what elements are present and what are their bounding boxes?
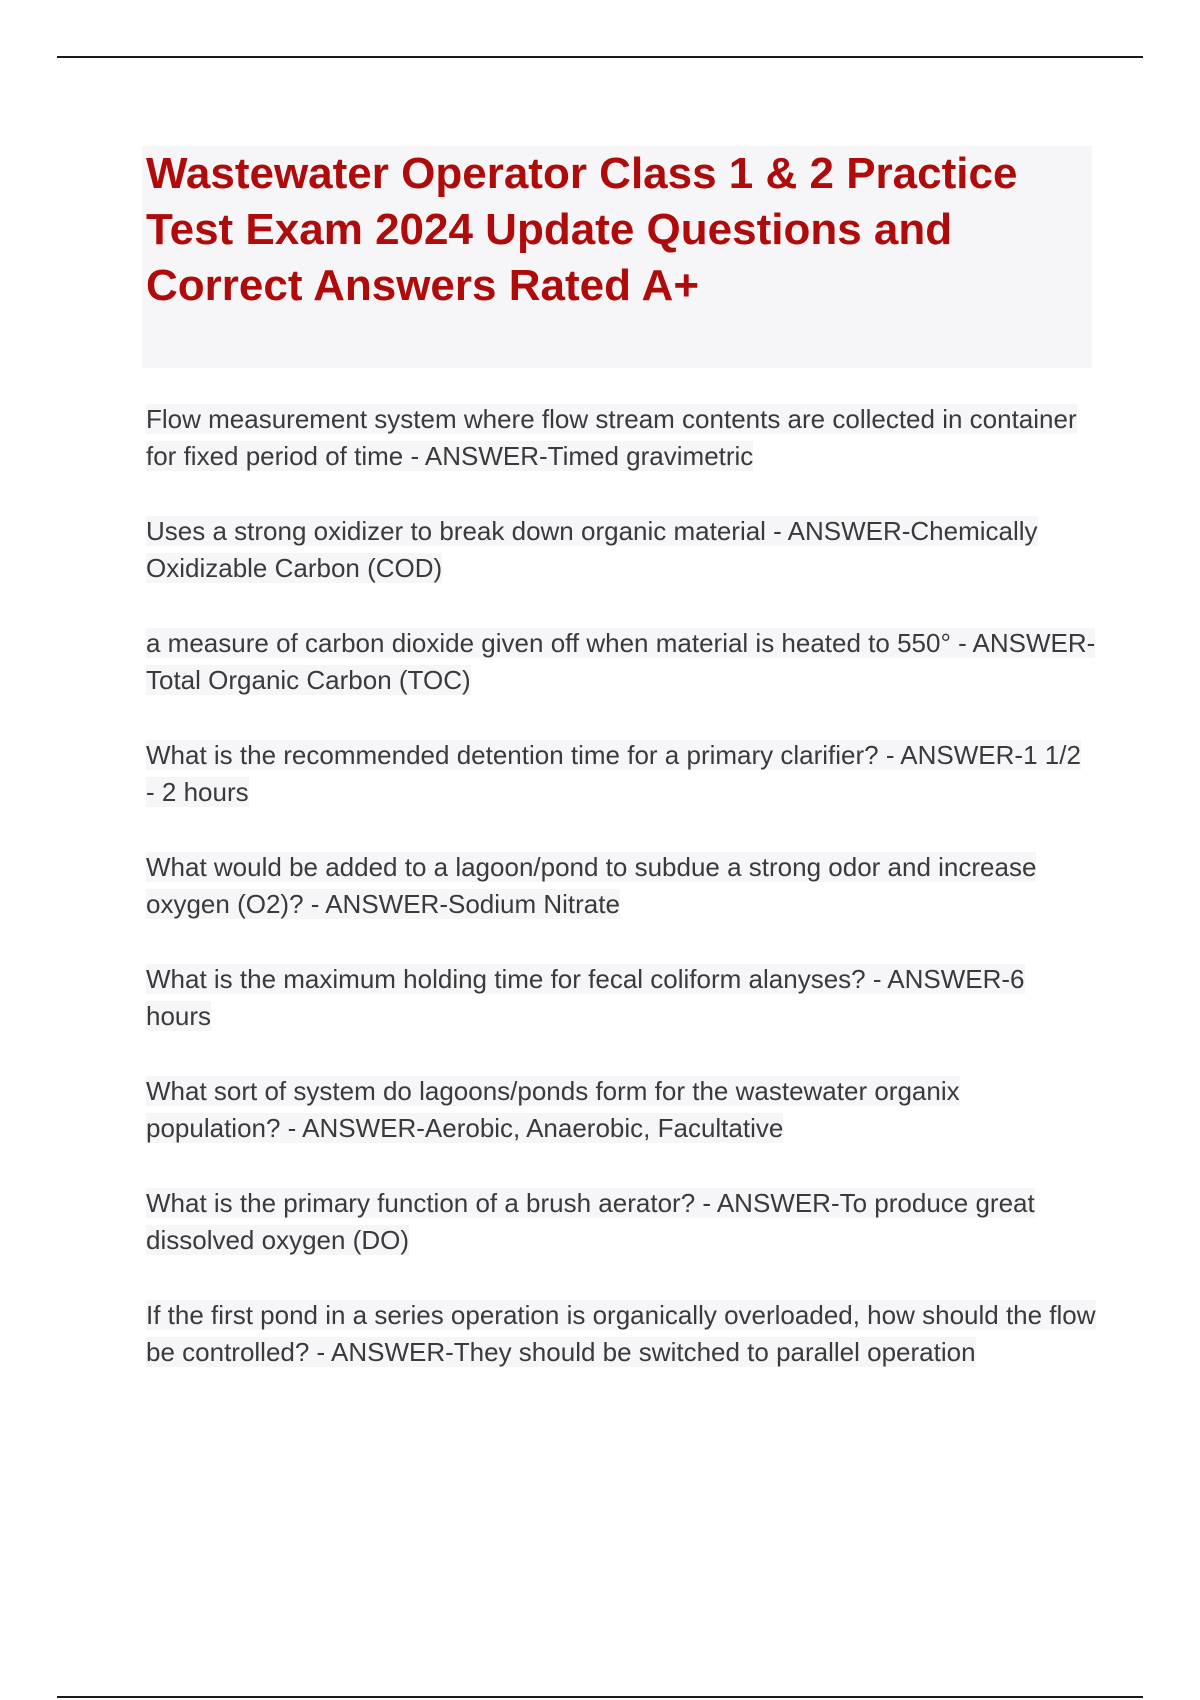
qa-item-text: Uses a strong oxidizer to break down organic material - ANSWER-Chemically Oxidizable Carbon (COD) xyxy=(146,516,1038,583)
qa-item xyxy=(146,625,1096,699)
document-title: Wastewater Operator Class 1 & 2 Practice Test Exam 2024 Update Questions and Correct Answers Rated A+ xyxy=(146,149,1018,310)
qa-item-text: a measure of carbon dioxide given off when material is heated to 550° - ANSWER-Total Organic Carbon (TOC) xyxy=(146,628,1096,695)
qa-item-text: What sort of system do lagoons/ponds form for the wastewater organix population? - ANSWER-Aerobic, Anaerobic, Facultative xyxy=(146,1076,960,1143)
qa-item-text: Flow measurement system where flow stream contents are collected in container for fixed period of time - ANSWER-Timed gravimetric xyxy=(146,404,1077,471)
qa-item-text: What is the primary function of a brush aerator? - ANSWER-To produce great dissolved oxygen (DO) xyxy=(146,1188,1035,1255)
qa-item xyxy=(146,513,1096,587)
qa-item xyxy=(146,737,1096,811)
qa-item-text: What is the recommended detention time for a primary clarifier? - ANSWER-1 1/2 - 2 hours xyxy=(146,740,1081,807)
qa-item xyxy=(146,1185,1096,1259)
qa-item-text: What is the maximum holding time for fecal coliform alanyses? - ANSWER-6 hours xyxy=(146,964,1025,1031)
qa-item xyxy=(146,401,1096,475)
qa-item xyxy=(146,1297,1096,1371)
qa-item-text: What would be added to a lagoon/pond to subdue a strong odor and increase oxygen (O2)? - ANSWER-Sodium Nitrate xyxy=(146,852,1037,919)
bottom-rule xyxy=(57,1696,1143,1698)
title-block xyxy=(142,146,1092,368)
qa-item xyxy=(146,961,1096,1035)
top-rule xyxy=(57,56,1143,58)
qa-item-text: If the first pond in a series operation is organically overloaded, how should the flow be controlled? - ANSWER-They should be switched to parallel operation xyxy=(146,1300,1096,1367)
qa-item xyxy=(146,849,1096,923)
qa-list xyxy=(146,401,1096,1371)
qa-item xyxy=(146,1073,1096,1147)
